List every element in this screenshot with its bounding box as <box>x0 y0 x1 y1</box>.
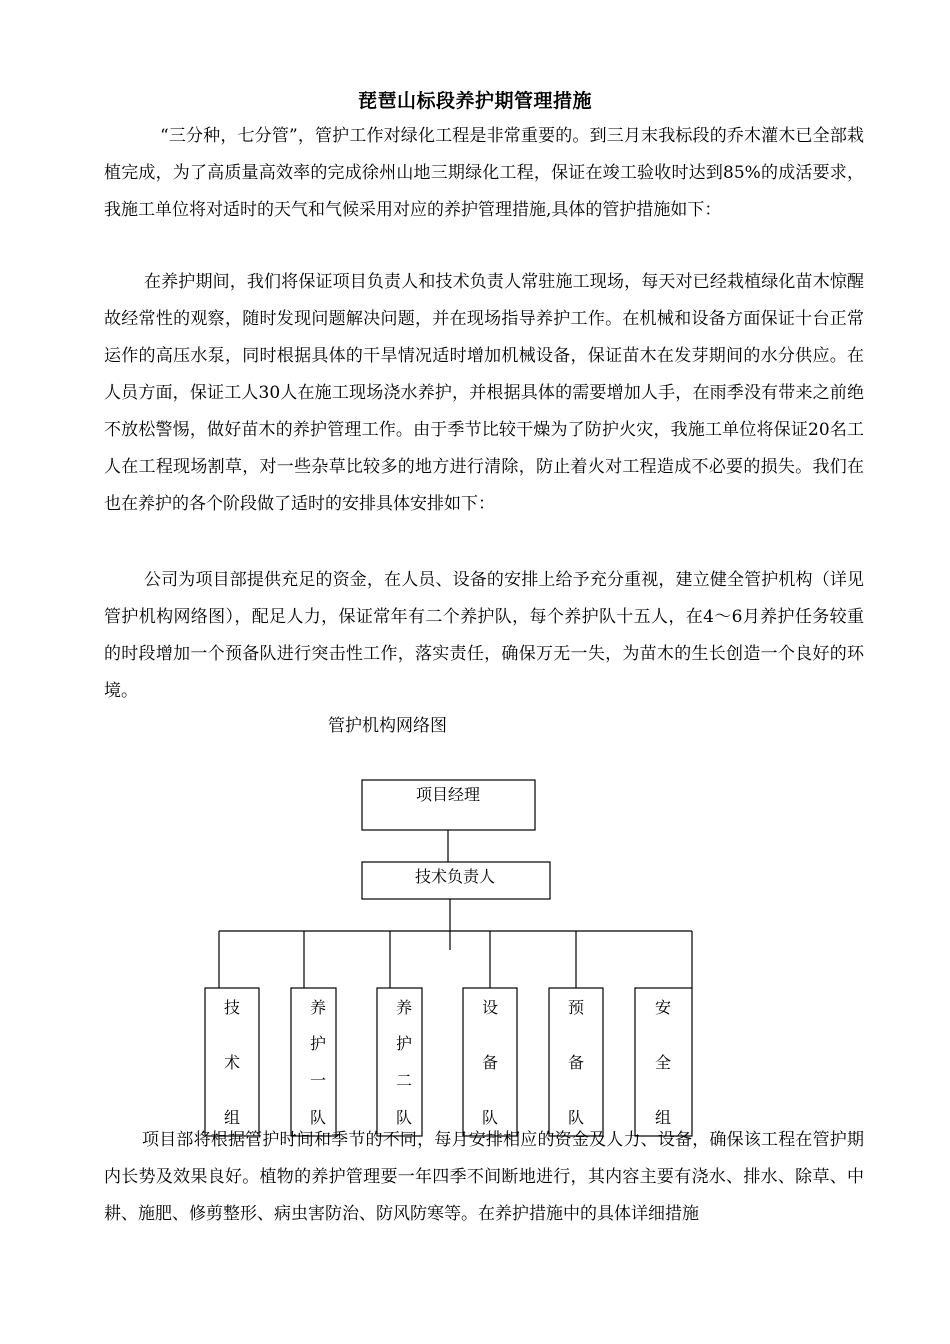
org-team-char: 养 <box>395 998 413 1017</box>
paragraph-monthly-plan: 项目部将根据管护时间和季节的不同，每月安排相应的资金及人力、设备，确保该工程在管护期内长势及效果良好。植物的养护管理要一年四季不间断地进行，其内容主要有浇水、排水、除草、中耕、施肥、修剪整形、病虫害防治、防风防寒等。在养护措施中的具体详细措施 <box>104 1130 864 1224</box>
org-team-char: 备 <box>567 1053 585 1072</box>
org-team-char: 护 <box>395 1034 413 1053</box>
org-chart-caption: 管护机构网络图 <box>328 716 447 736</box>
org-team-char: 一 <box>309 1071 327 1090</box>
org-team-1 <box>205 931 259 1136</box>
org-team-6 <box>635 931 692 1136</box>
org-team-4 <box>463 931 517 1136</box>
org-team-char: 技 <box>223 998 241 1017</box>
org-label-project-manager: 项目经理 <box>415 785 481 804</box>
org-team-2 <box>291 931 336 1136</box>
paragraph-company-support: 公司为项目部提供充足的资金，在人员、设备的安排上给予充分重视，建立健全管护机构（详见管护机构网络图），配足人力，保证常年有二个养护队，每个养护队十五人，在4～6月养护任务较重的时段增加一个预备队进行突击性工作，落实责任，确保万无一失，为苗木的生长创造一个良好的环境。 <box>104 570 864 701</box>
org-team-char: 安 <box>654 998 672 1017</box>
org-team-char: 二 <box>395 1071 413 1090</box>
org-team-char: 护 <box>309 1034 327 1053</box>
paragraph-maintenance-period: 在养护期间，我们将保证项目负责人和技术负责人常驻施工现场，每天对已经栽植绿化苗木惊醒故经常性的观察，随时发现问题解决问题，并在现场指导养护工作。在机械和设备方面保证十台正常运作的高压水泵，同时根据具体的干旱情况适时增加机械设备，保证苗木在发芽期间的水分供应。在人员方面，保证工人30人在施工现场浇水养护，并根据具体的需要增加人手，在雨季没有带来之前绝不放松警惕，做好苗木的养护管理工作。由于季节比较干燥为了防护火灾，我施工单位将保证20名工人在工程现场割草，对一些杂草比较多的地方进行清除，防止着火对工程造成不必要的损失。我们在也在养护的各个阶段做了适时的安排具体安排如下： <box>104 272 864 514</box>
org-team-char: 设 <box>481 998 499 1017</box>
org-team-char: 队 <box>395 1108 413 1127</box>
org-team-char: 养 <box>309 998 327 1017</box>
org-team-char: 术 <box>223 1053 241 1072</box>
org-team-char: 队 <box>567 1108 585 1127</box>
org-label-technical-lead: 技术负责人 <box>414 867 496 886</box>
org-chart <box>0 760 950 1150</box>
org-team-char: 全 <box>654 1053 672 1072</box>
paragraph-intro: “三分种，七分管”，管护工作对绿化工程是非常重要的。到三月末我标段的乔木灌木已全部栽植完成，为了高质量高效率的完成徐州山地三期绿化工程，保证在竣工验收时达到85%的成活要求，我施工单位将对适时的天气和气候采用对应的养护管理措施,具体的管护措施如下： <box>104 126 864 220</box>
org-team-char: 备 <box>481 1053 499 1072</box>
org-team-char: 组 <box>223 1108 241 1127</box>
org-team-5 <box>549 931 603 1136</box>
document-title: 琵琶山标段养护期管理措施 <box>357 90 592 112</box>
org-team-char: 队 <box>481 1108 499 1127</box>
org-team-char: 组 <box>654 1108 672 1127</box>
org-team-char: 预 <box>567 998 585 1017</box>
org-team-char: 队 <box>309 1108 327 1127</box>
org-team-3 <box>377 931 422 1136</box>
